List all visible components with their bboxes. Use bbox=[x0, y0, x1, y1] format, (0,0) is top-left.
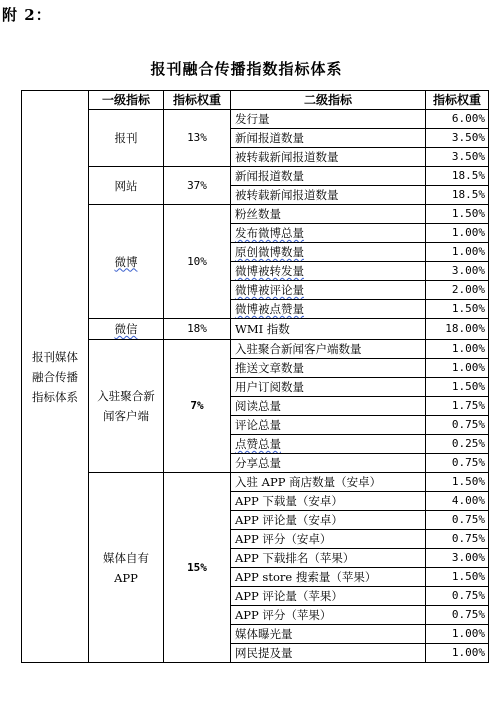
system-label-cell bbox=[22, 91, 89, 663]
level2-weight: 0.75% bbox=[426, 587, 489, 606]
appendix-label: 附 2： bbox=[2, 6, 52, 24]
level2-weight: 0.75% bbox=[426, 530, 489, 549]
level2-weight: 0.75% bbox=[426, 416, 489, 435]
level2-name-text: 用户订阅数量 bbox=[235, 380, 304, 394]
level2-name bbox=[231, 110, 426, 129]
table-title: 报刊融合传播指数指标体系 bbox=[150, 60, 343, 78]
level2-weight: 1.00% bbox=[426, 644, 489, 663]
level2-name bbox=[231, 224, 426, 243]
level1-name bbox=[89, 110, 164, 167]
level2-name-text: 微博被评论量 bbox=[235, 283, 304, 297]
level2-name-text: 媒体曝光量 bbox=[235, 627, 293, 641]
level2-weight: 1.50% bbox=[426, 300, 489, 319]
level1-name-text: 媒体自有APP bbox=[103, 550, 149, 585]
level2-weight: 1.50% bbox=[426, 473, 489, 492]
level2-name bbox=[231, 148, 426, 167]
level1-name-text: 微信 bbox=[114, 322, 138, 336]
level2-name-text: APP store 搜索量（苹果） bbox=[235, 570, 377, 584]
level2-weight: 0.75% bbox=[426, 606, 489, 625]
level2-name bbox=[231, 359, 426, 378]
level2-name bbox=[231, 511, 426, 530]
level2-name-text: 被转载新闻报道数量 bbox=[235, 188, 339, 202]
level1-weight: 7% bbox=[164, 340, 231, 473]
level2-weight: 1.00% bbox=[426, 625, 489, 644]
level2-name bbox=[231, 530, 426, 549]
level2-name bbox=[231, 416, 426, 435]
level2-name bbox=[231, 205, 426, 224]
level2-weight: 3.00% bbox=[426, 549, 489, 568]
level2-weight: 18.00% bbox=[426, 319, 489, 340]
level2-name-text: 被转载新闻报道数量 bbox=[235, 150, 339, 164]
level2-name bbox=[231, 454, 426, 473]
header-row bbox=[22, 91, 489, 110]
level2-name-text: 发布微博总量 bbox=[235, 226, 304, 240]
table-row bbox=[22, 110, 489, 129]
level2-name-text: 新闻报道数量 bbox=[235, 169, 304, 183]
level2-name-text: WMI 指数 bbox=[235, 322, 290, 336]
table-row bbox=[22, 340, 489, 359]
level2-name bbox=[231, 492, 426, 511]
level2-weight: 6.00% bbox=[426, 110, 489, 129]
level1-name bbox=[89, 319, 164, 340]
level2-name bbox=[231, 625, 426, 644]
level1-name bbox=[89, 167, 164, 205]
level2-weight: 0.75% bbox=[426, 454, 489, 473]
level1-name bbox=[89, 340, 164, 473]
indicator-table bbox=[21, 90, 489, 663]
level2-weight: 1.50% bbox=[426, 568, 489, 587]
level2-weight: 1.00% bbox=[426, 340, 489, 359]
level2-weight: 1.50% bbox=[426, 205, 489, 224]
level1-weight: 13% bbox=[164, 110, 231, 167]
level2-weight: 1.50% bbox=[426, 378, 489, 397]
level1-name-text: 网站 bbox=[114, 178, 138, 193]
level2-weight: 18.5% bbox=[426, 186, 489, 205]
level2-name-text: 原创微博数量 bbox=[235, 245, 304, 259]
level2-name bbox=[231, 300, 426, 319]
level2-name bbox=[231, 167, 426, 186]
level2-weight: 1.75% bbox=[426, 397, 489, 416]
level1-name-text: 入驻聚合新闻客户端 bbox=[97, 389, 155, 423]
level2-name-text: 粉丝数量 bbox=[235, 207, 281, 221]
level2-weight: 0.25% bbox=[426, 435, 489, 454]
level2-name-text: 评论总量 bbox=[235, 418, 281, 432]
level2-name-text: 网民提及量 bbox=[235, 646, 293, 660]
level2-name bbox=[231, 549, 426, 568]
level2-name-text: APP 评分（苹果） bbox=[235, 608, 332, 622]
level2-name-text: APP 评论量（苹果） bbox=[235, 589, 343, 603]
level2-weight: 18.5% bbox=[426, 167, 489, 186]
level2-weight: 3.50% bbox=[426, 129, 489, 148]
header-level2: 二级指标 bbox=[231, 91, 426, 110]
level1-name bbox=[89, 473, 164, 663]
level2-name-text: 发行量 bbox=[235, 112, 270, 126]
level2-name bbox=[231, 587, 426, 606]
level2-weight: 1.00% bbox=[426, 359, 489, 378]
level2-weight: 3.50% bbox=[426, 148, 489, 167]
level1-weight: 15% bbox=[164, 473, 231, 663]
level2-name-text: 推送文章数量 bbox=[235, 361, 304, 375]
level1-name bbox=[89, 205, 164, 319]
level2-weight: 1.00% bbox=[426, 224, 489, 243]
table-row bbox=[22, 473, 489, 492]
level2-name bbox=[231, 568, 426, 587]
level2-name-text: 新闻报道数量 bbox=[235, 131, 304, 145]
level2-name-text: APP 下载排名（苹果） bbox=[235, 551, 355, 565]
level2-name bbox=[231, 129, 426, 148]
level2-name-text: 微博被转发量 bbox=[235, 264, 304, 278]
system-label: 报刊媒体融合传播指标体系 bbox=[32, 349, 78, 404]
level2-name bbox=[231, 340, 426, 359]
level2-name-text: APP 评论量（安卓） bbox=[235, 513, 343, 527]
header-weight2: 指标权重 bbox=[426, 91, 489, 110]
level2-name-text: APP 下载量（安卓） bbox=[235, 494, 343, 508]
level2-name-text: 入驻 APP 商店数量（安卓） bbox=[235, 475, 382, 489]
level2-name bbox=[231, 281, 426, 300]
header-weight1: 指标权重 bbox=[164, 91, 231, 110]
level2-name-text: 点赞总量 bbox=[235, 437, 281, 451]
table-row bbox=[22, 205, 489, 224]
level2-weight: 1.00% bbox=[426, 243, 489, 262]
level2-name-text: 阅读总量 bbox=[235, 399, 281, 413]
table-row bbox=[22, 319, 489, 340]
level2-name bbox=[231, 644, 426, 663]
header-level1: 一级指标 bbox=[89, 91, 164, 110]
level2-name-text: 分享总量 bbox=[235, 456, 281, 470]
level1-name-text: 微博 bbox=[114, 254, 138, 269]
level1-weight: 10% bbox=[164, 205, 231, 319]
level2-name-text: 入驻聚合新闻客户端数量 bbox=[235, 342, 362, 356]
level2-weight: 3.00% bbox=[426, 262, 489, 281]
level2-name bbox=[231, 186, 426, 205]
level1-name-text: 报刊 bbox=[114, 131, 138, 145]
level2-weight: 4.00% bbox=[426, 492, 489, 511]
level2-name bbox=[231, 606, 426, 625]
level2-name bbox=[231, 319, 426, 340]
level2-name bbox=[231, 435, 426, 454]
level2-weight: 2.00% bbox=[426, 281, 489, 300]
level2-name-text: 微博被点赞量 bbox=[235, 302, 304, 316]
level1-weight: 37% bbox=[164, 167, 231, 205]
level2-name bbox=[231, 243, 426, 262]
level2-name bbox=[231, 397, 426, 416]
level1-weight: 18% bbox=[164, 319, 231, 340]
level2-name bbox=[231, 262, 426, 281]
level2-name bbox=[231, 473, 426, 492]
level2-weight: 0.75% bbox=[426, 511, 489, 530]
level2-name bbox=[231, 378, 426, 397]
table-row bbox=[22, 167, 489, 186]
level2-name-text: APP 评分（安卓） bbox=[235, 532, 332, 546]
